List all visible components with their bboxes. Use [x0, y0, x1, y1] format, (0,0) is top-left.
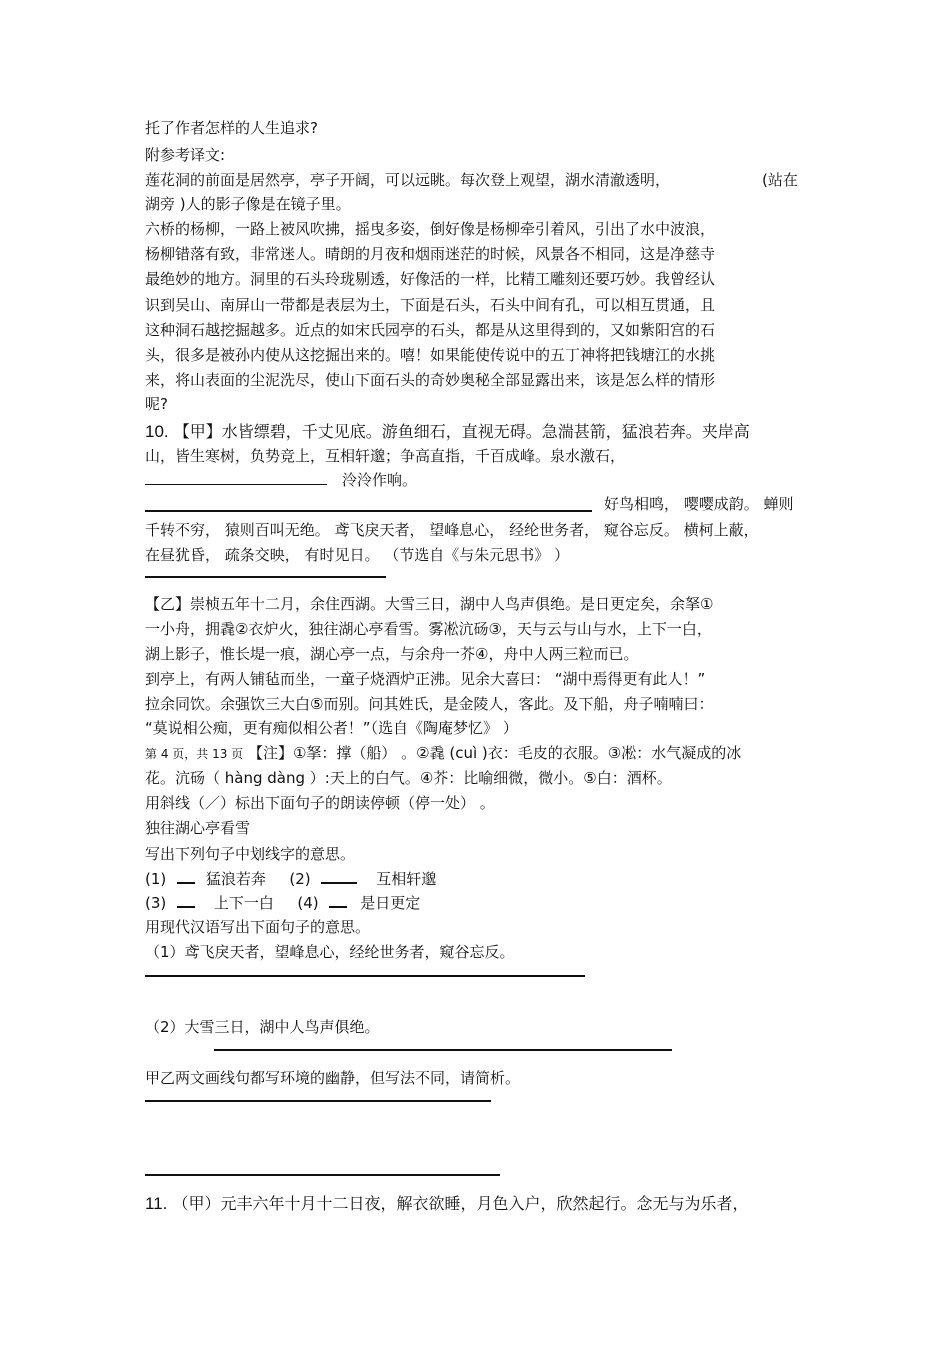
vocab-phrase: 猛浪若奔: [205, 870, 266, 888]
text-line: （2）大雪三日，湖中人鸟声俱绝。: [145, 1018, 380, 1036]
text-line: 六桥的杨柳，一路上被风吹拂，摇曳多姿，倒好像是杨柳牵引着风，引出了水中波浪，: [145, 220, 716, 238]
text-line: 【甲】水皆缥碧，千丈见底。游鱼细石，直视无碍。急湍甚箭，猛浪若奔。夹岸高: [173, 422, 750, 441]
text-line: 花。沆砀（ hàng dàng ）:天上的白气。④芥：比喻细微，微小。⑤白：酒杯。: [145, 769, 672, 787]
text-line: （甲）元丰六年十月十二日夜，解衣欲睡，月色入户，欣然起行。念无与为乐者，: [172, 1194, 749, 1213]
text-line: 拉余同饮。余强饮三大白⑤而别。问其姓氏，是金陵人，客此。及下船，舟子喃喃曰：: [145, 695, 714, 713]
page-number: 第 4 页，共 13 页: [145, 747, 244, 761]
text-line: 用斜线（／）标出下面句子的朗读停顿（停一处） 。: [145, 794, 495, 812]
vocab-phrase: 是日更定: [360, 894, 421, 912]
question-10-line: [145, 422, 750, 442]
item-number: (3): [145, 894, 167, 912]
text-line: 甲乙两文画线句都写环境的幽静，但写法不同，请简析。: [145, 1069, 521, 1087]
answer-line[interactable]: [145, 975, 585, 977]
note-line: [145, 743, 741, 764]
vocab-phrase: 互相轩邈: [376, 870, 437, 888]
text-line: 托了作者怎样的人生追求?: [145, 119, 318, 137]
answer-blank[interactable]: [177, 894, 195, 908]
text-line: (站在: [762, 171, 798, 189]
answer-line[interactable]: [214, 1049, 672, 1051]
text-line: 头，很多是被孙内使从这挖掘出来的。嘻！如果能使传说中的五丁神将把钱塘江的水挑: [145, 346, 716, 364]
text-line: “莫说相公痴，更有痴似相公者！”（选自《陶庵梦忆》 ）: [145, 719, 518, 737]
answer-blank[interactable]: [321, 870, 357, 884]
note-text: 【注】①拏：撑（船） 。②毳 (cuì )衣：毛皮的衣服。③凇：水气凝成的冰: [247, 744, 742, 762]
item-number: (1): [145, 870, 167, 888]
answer-blank[interactable]: [329, 894, 347, 908]
text-line: 湖上影子，惟长堤一痕，湖心亭一点，与余舟一芥④，舟中人两三粒而已。: [145, 645, 639, 663]
text-line: 这种洞石越挖掘越多。近点的如宋氏园亭的石头，都是从这里得到的，又如紫阳宫的石: [145, 321, 716, 339]
text-line: 好鸟相鸣， 嘤嘤成韵。 蝉则: [604, 495, 794, 513]
text-line: 千转不穷， 猿则百叫无绝。 鸢飞戾天者， 望峰息心， 经纶世务者， 窥谷忘反。 横柯上蔽，: [145, 521, 759, 539]
answer-line[interactable]: [145, 1100, 491, 1102]
text-line: 附参考译文:: [145, 146, 226, 164]
text-line: 写出下列句子中划线字的意思。: [145, 845, 356, 863]
text-line: 识到吴山、南屏山一带都是表层为土，下面是石头，石头中间有孔，可以相互贯通，且: [145, 296, 716, 314]
question-number: 10.: [145, 422, 169, 441]
question-11-line: [145, 1194, 748, 1214]
vocab-row: [145, 893, 420, 913]
underlined-sentence-rule: [145, 576, 386, 578]
text-line: 在昼犹昏， 疏条交映， 有时见日。 （节选自《与朱元思书》 ）: [145, 546, 570, 564]
text-line: 山，皆生寒树，负势竞上，互相轩邈；争高直指，千百成峰。泉水激石，: [145, 447, 626, 465]
text-line: 莲花洞的前面是居然亭，亭子开阔，可以远眺。每次登上观望，湖水清澈透明，: [145, 171, 671, 189]
text-line: 最绝妙的地方。洞里的石头玲珑剔透，好像活的一样，比精工雕刻还要巧妙。我曾经认: [145, 270, 716, 288]
text-line: 到亭上，有两人铺毡而坐，一童子烧酒炉正沸。见余大喜曰： “湖中焉得更有此人！”: [145, 670, 706, 688]
text-line: 杨柳错落有致，非常迷人。晴朗的月夜和烟雨迷茫的时候，风景各不相同，这是净慈寺: [145, 245, 716, 263]
question-number: 11.: [145, 1194, 168, 1213]
answer-blank[interactable]: [177, 870, 195, 884]
answer-line[interactable]: [145, 1174, 500, 1176]
answer-blank[interactable]: [145, 484, 327, 485]
text-line: 独往湖心亭看雪: [145, 819, 251, 837]
vocab-row: [145, 869, 436, 889]
text-line: 呢?: [145, 395, 168, 413]
vocab-phrase: 上下一白: [213, 894, 274, 912]
text-line: 【乙】崇桢五年十二月，余住西湖。大雪三日，湖中人鸟声俱绝。是日更定矣，余拏①: [145, 595, 714, 613]
text-line: 来，将山表面的尘泥洗尽，使山下面石头的奇妙奥秘全部显露出来，该是怎么样的情形: [145, 371, 716, 389]
item-number: (4): [297, 894, 319, 912]
text-line: 湖旁 )人的影子像是在镜子里。: [145, 195, 351, 213]
text-line: 泠泠作响。: [342, 471, 418, 489]
text-line: （1）鸢飞戾天者，望峰息心，经纶世务者，窥谷忘反。: [145, 943, 515, 961]
text-line: 一小舟，拥毳②衣炉火，独往湖心亭看雪。雾凇沆砀③，天与云与山与水，上下一白，: [145, 620, 712, 638]
underlined-sentence-rule: [145, 510, 592, 512]
text-line: 用现代汉语写出下面句子的意思。: [145, 918, 371, 936]
item-number: (2): [289, 870, 311, 888]
